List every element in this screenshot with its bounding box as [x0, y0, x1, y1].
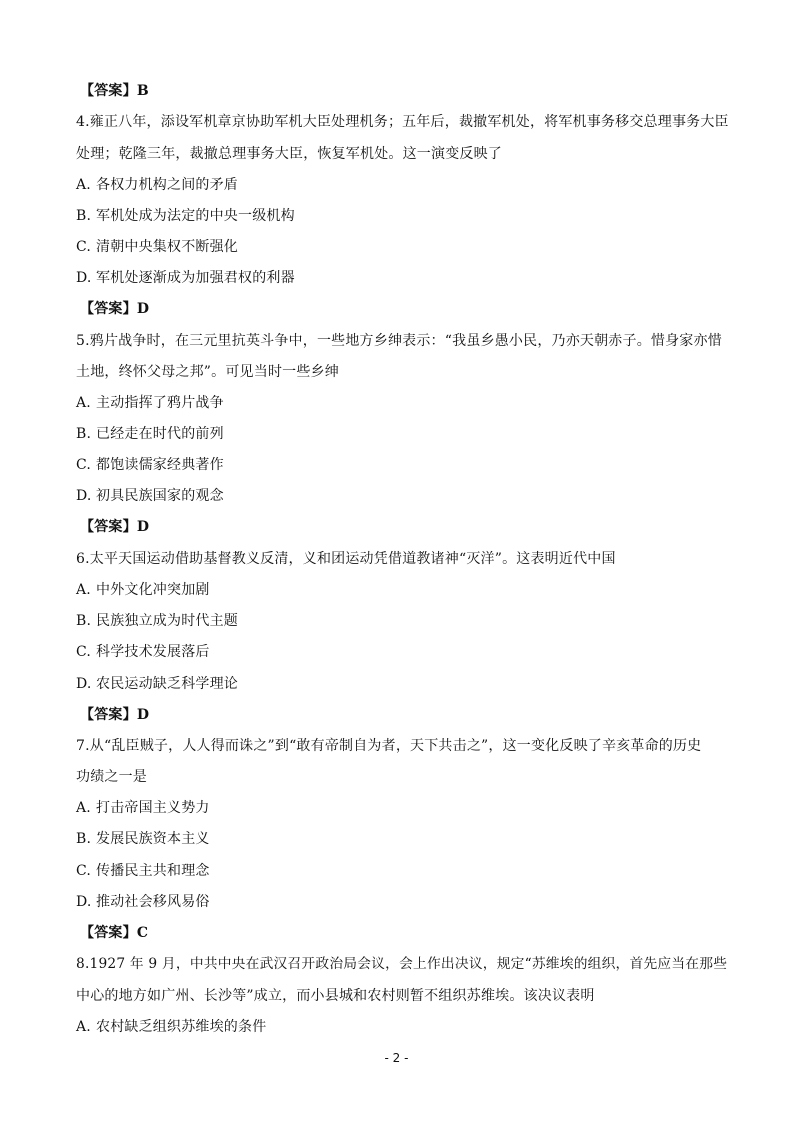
option-letter: C.: [76, 863, 92, 879]
option-letter: A.: [76, 1019, 91, 1035]
option-letter: D.: [76, 676, 92, 692]
option-text: 打击帝国主义势力: [96, 800, 210, 816]
option-text: 传播民主共和理念: [96, 863, 210, 879]
option-letter: B.: [76, 831, 92, 847]
question-4-option-a: [76, 176, 238, 194]
option-text: 都饱读儒家经典著作: [96, 457, 224, 473]
question-8-text-line-2: 中心的地方如广州、长沙等”成立，而小县城和农村则暂不组织苏维埃。该决议表明: [76, 988, 595, 1004]
question-6-option-b: [76, 612, 238, 630]
question-7-option-c: [76, 862, 210, 880]
question-6-option-a: [76, 581, 210, 599]
answer-bracket: 【答案】: [80, 83, 137, 99]
question-7-text-line-2: 功绩之一是: [76, 769, 147, 785]
question-5-option-a: [76, 394, 224, 412]
answer-bracket: 【答案】: [80, 519, 137, 535]
question-5-option-d: [76, 487, 224, 505]
option-letter: C.: [76, 457, 92, 473]
option-letter: B.: [76, 613, 92, 629]
question-6-text-line-1: 6.太平天国运动借助基督教义反清，义和团运动凭借道教诸神“灭洋”。这表明近代中国: [76, 551, 616, 567]
answer-line: [80, 706, 149, 724]
option-letter: C.: [76, 239, 92, 255]
option-text: 中外文化冲突加剧: [96, 582, 210, 598]
answer-letter: D: [136, 519, 150, 535]
option-text: 军机处成为法定的中央一级机构: [96, 208, 295, 224]
question-7-option-a: [76, 799, 210, 817]
question-4-option-b: [76, 207, 295, 225]
option-letter: B.: [76, 208, 92, 224]
option-text: 军机处逐渐成为加强君权的利器: [96, 270, 295, 286]
question-4-option-c: [76, 238, 238, 256]
question-8-text-line-1: 8.1927 年 9 月，中共中央在武汉召开政治局会议，会上作出决议，规定“苏维埃的组织，首先应当在那些: [76, 956, 728, 972]
option-letter: D.: [76, 270, 92, 286]
answer-bracket: 【答案】: [80, 707, 137, 723]
option-letter: D.: [76, 894, 92, 910]
option-letter: A.: [76, 800, 91, 816]
option-text: 主动指挥了鸦片战争: [96, 395, 224, 411]
option-text: 初具民族国家的观念: [96, 488, 224, 504]
question-4-text-line-2: 处理；乾隆三年，裁撤总理事务大臣，恢复军机处。这一演变反映了: [76, 146, 502, 162]
question-7-text-line-1: 7.从“乱臣贼子，人人得而诛之”到“敢有帝制自为者，天下共击之”，这一变化反映了辛亥革命的历史: [76, 738, 702, 754]
option-text: 已经走在时代的前列: [96, 426, 224, 442]
question-5-option-b: [76, 425, 224, 443]
option-text: 农村缺乏组织苏维埃的条件: [96, 1019, 267, 1035]
option-text: 民族独立成为时代主题: [96, 613, 238, 629]
page-number: - 2 -: [384, 1051, 409, 1065]
option-text: 推动社会移风易俗: [96, 894, 210, 910]
answer-letter: C: [136, 925, 149, 941]
answer-line: [80, 82, 149, 100]
question-5-text-line-2: 土地，终怀父母之邦”。可见当时一些乡绅: [76, 364, 339, 380]
answer-letter: D: [136, 301, 150, 317]
answer-letter: B: [136, 83, 149, 99]
question-8-option-a: [76, 1018, 266, 1036]
option-letter: D.: [76, 488, 92, 504]
option-letter: A.: [76, 177, 91, 193]
option-text: 清朝中央集权不断强化: [96, 239, 238, 255]
question-4-option-d: [76, 269, 295, 287]
option-letter: A.: [76, 395, 91, 411]
option-letter: C.: [76, 644, 92, 660]
question-7-option-b: [76, 830, 210, 848]
question-4-text-line-1: 4.雍正八年，添设军机章京协助军机大臣处理机务；五年后，裁撤军机处，将军机事务移交总理事务大臣: [76, 114, 729, 130]
question-6-option-c: [76, 643, 210, 661]
answer-bracket: 【答案】: [80, 301, 137, 317]
question-5-option-c: [76, 456, 224, 474]
question-5-text-line-1: 5.鸦片战争时，在三元里抗英斗争中，一些地方乡绅表示：“我虽乡愚小民，乃亦天朝赤子。惜身家亦惜: [76, 333, 722, 349]
answer-bracket: 【答案】: [80, 925, 137, 941]
question-6-option-d: [76, 675, 238, 693]
option-letter: A.: [76, 582, 91, 598]
question-7-option-d: [76, 893, 210, 911]
answer-line: [80, 300, 149, 318]
option-text: 科学技术发展落后: [96, 644, 210, 660]
option-text: 各权力机构之间的矛盾: [96, 177, 238, 193]
option-text: 农民运动缺乏科学理论: [96, 676, 238, 692]
answer-letter: D: [136, 707, 150, 723]
answer-line: [80, 518, 149, 536]
option-letter: B.: [76, 426, 92, 442]
option-text: 发展民族资本主义: [96, 831, 210, 847]
answer-line: [80, 924, 148, 942]
